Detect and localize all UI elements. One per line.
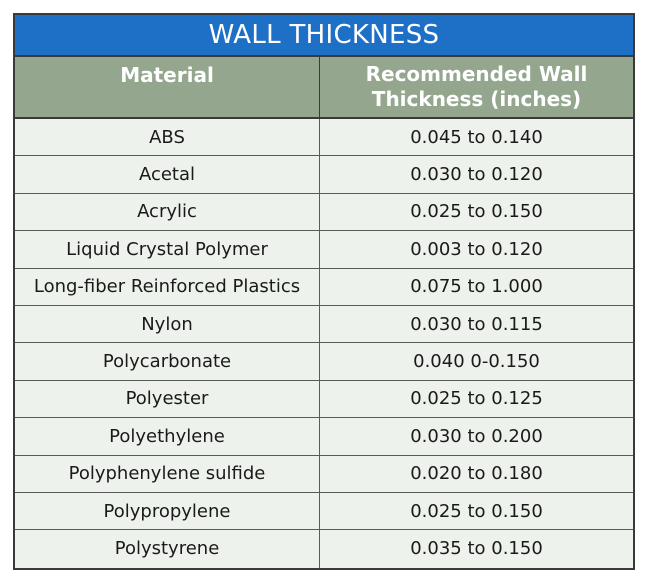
- thickness-cell: 0.030 to 0.200: [410, 425, 543, 447]
- material-cell: Polycarbonate: [15, 343, 320, 379]
- thickness-column-header: Recommended Wall Thickness (inches): [365, 62, 588, 111]
- material-cell: Polypropylene: [15, 493, 320, 529]
- material-cell: Polyethylene: [15, 418, 320, 454]
- table-row: [15, 156, 633, 193]
- thickness-cell: 0.045 to 0.140: [410, 126, 543, 148]
- material-cell: Polyphenylene sulfide: [15, 456, 320, 492]
- material-cell: Liquid Crystal Polymer: [15, 231, 320, 267]
- material-cell: Long-fiber Reinforced Plastics: [15, 269, 320, 305]
- wall-thickness-table: [13, 13, 635, 570]
- material-cell: Acrylic: [15, 194, 320, 230]
- thickness-cell: 0.030 to 0.120: [410, 164, 543, 186]
- material-column-header: Material: [15, 57, 320, 117]
- thickness-cell: 0.025 to 0.125: [410, 388, 543, 410]
- table-row: [15, 306, 633, 343]
- table-header-row: [15, 57, 633, 119]
- table-row: [15, 269, 633, 306]
- thickness-cell: 0.040 0-0.150: [413, 351, 540, 373]
- table-row: [15, 231, 633, 268]
- material-cell: Acetal: [15, 156, 320, 192]
- thickness-cell: 0.025 to 0.150: [410, 201, 543, 223]
- thickness-cell: 0.003 to 0.120: [410, 238, 543, 260]
- table-row: [15, 194, 633, 231]
- table-row: [15, 456, 633, 493]
- material-cell: Polyester: [15, 381, 320, 417]
- table-row: [15, 381, 633, 418]
- table-row: [15, 530, 633, 567]
- table-row: [15, 493, 633, 530]
- thickness-cell: 0.030 to 0.115: [410, 313, 543, 335]
- table-row: [15, 343, 633, 380]
- thickness-cell: 0.035 to 0.150: [410, 538, 543, 560]
- thickness-cell: 0.075 to 1.000: [410, 276, 543, 298]
- material-cell: Nylon: [15, 306, 320, 342]
- material-cell: Polystyrene: [15, 530, 320, 567]
- material-cell: ABS: [15, 119, 320, 155]
- table-row: [15, 418, 633, 455]
- thickness-cell: 0.020 to 0.180: [410, 463, 543, 485]
- thickness-cell: 0.025 to 0.150: [410, 500, 543, 522]
- table-row: [15, 119, 633, 156]
- table-title: WALL THICKNESS: [15, 15, 633, 57]
- table-body: [15, 119, 633, 568]
